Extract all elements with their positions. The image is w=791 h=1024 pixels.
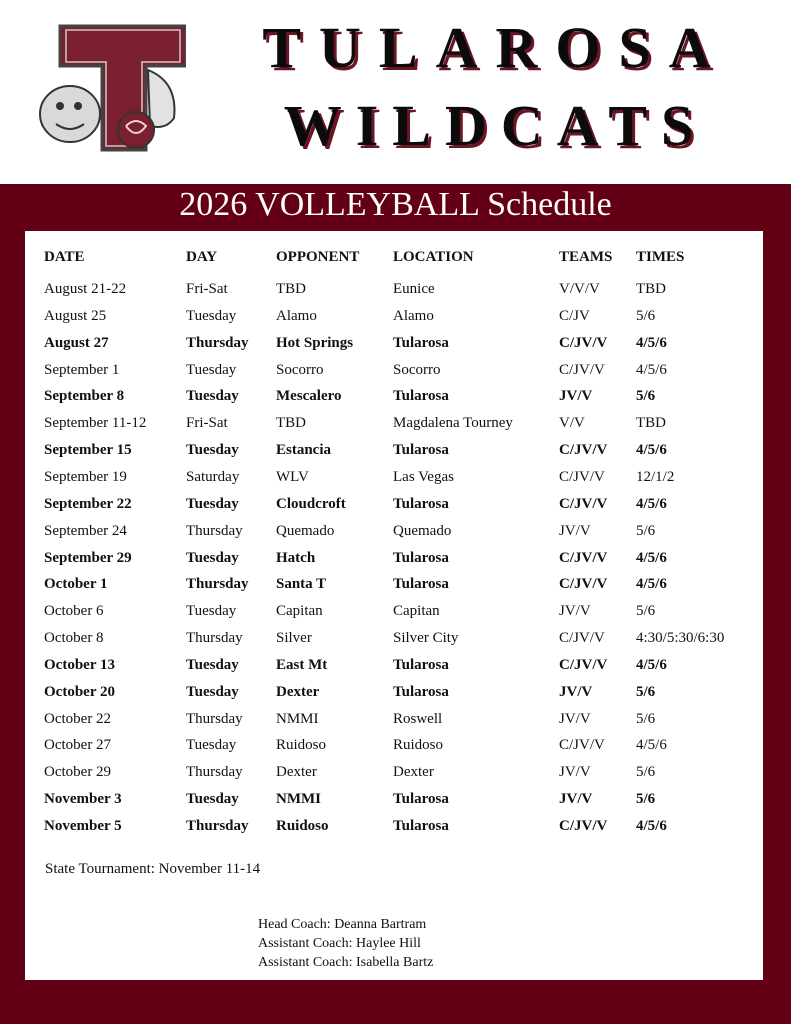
cell-teams: C/JV/V [559,361,605,378]
schedule-title: 2026 VOLLEYBALL Schedule [179,186,612,223]
cell-teams: V/V [559,415,585,432]
cell-day: Tuesday [186,683,239,700]
table-row [44,496,764,522]
cell-opponent: Santa T [276,576,327,593]
cell-times: TBD [636,415,666,432]
table-row [44,442,764,468]
cell-date: September 1 [44,361,120,378]
cell-day: Tuesday [186,656,239,673]
table-row [44,818,764,844]
cell-location: Tularosa [393,442,449,459]
cell-times: 4/5/6 [636,818,667,834]
cell-day: Tuesday [186,307,237,324]
cell-day: Thursday [186,630,243,647]
cell-day: Thursday [186,522,243,539]
cell-date: October 1 [44,576,108,593]
cell-opponent: Alamo [276,307,317,324]
cell-day: Tuesday [186,442,239,459]
column-header-opponent: OPPONENT [276,249,360,265]
cell-day: Saturday [186,468,240,485]
cell-teams: JV/V [559,603,591,620]
cell-teams: C/JV/V [559,576,608,593]
cell-opponent: TBD [276,281,306,297]
cell-teams: C/JV/V [559,630,605,647]
cell-times: 5/6 [636,764,656,781]
cell-opponent: Ruidoso [276,818,329,834]
cell-date: September 19 [44,468,127,485]
cell-teams: V/V/V [559,281,600,297]
table-row [44,281,764,307]
cell-location: Tularosa [393,549,449,566]
cell-times: 5/6 [636,603,656,620]
cell-date: September 8 [44,388,125,405]
cell-times: 4/5/6 [636,442,667,459]
cell-location: Roswell [393,710,443,727]
cell-day: Tuesday [186,388,239,405]
cell-date: September 15 [44,442,132,459]
cell-location: Tularosa [393,388,449,405]
table-row [44,737,764,763]
cell-day: Thursday [186,818,249,834]
table-row [44,603,764,629]
cell-opponent: NMMI [276,791,321,808]
state-tournament-note: State Tournament: November 11-14 [45,861,261,877]
cell-teams: C/JV [559,307,590,324]
cell-opponent: Capitan [276,603,323,620]
cell-date: October 8 [44,630,104,647]
cell-opponent: Dexter [276,683,320,700]
header-line-2: WILDCATS [283,93,708,158]
cell-opponent: East Mt [276,656,328,673]
cell-location: Tularosa [393,495,449,512]
cell-times: 4/5/6 [636,576,667,593]
cell-teams: C/JV/V [559,656,608,673]
assistant-coach-1: Assistant Coach: Haylee Hill [258,936,421,951]
cell-teams: JV/V [559,522,591,539]
assistant-coach-2: Assistant Coach: Isabella Bartz [258,955,434,970]
cell-location: Eunice [393,281,435,297]
table-row [44,469,764,495]
cell-times: 4/5/6 [636,737,667,754]
cell-location: Tularosa [393,656,449,673]
cell-location: Capitan [393,603,440,620]
cell-opponent: Estancia [276,442,332,459]
cell-times: TBD [636,281,666,297]
table-row [44,335,764,361]
wildcat-t-logo-icon [36,22,186,158]
cell-opponent: Quemado [276,522,335,539]
cell-times: 4/5/6 [636,361,667,378]
cell-date: October 29 [44,764,112,781]
table-header [44,249,764,275]
cell-location: Tularosa [393,334,449,351]
cell-teams: C/JV/V [559,468,605,485]
cell-teams: JV/V [559,710,591,727]
cell-date: November 5 [44,818,122,834]
cell-opponent: Hatch [276,549,316,566]
cell-day: Thursday [186,576,249,593]
cell-location: Tularosa [393,576,449,593]
cell-times: 5/6 [636,307,656,324]
cell-times: 5/6 [636,791,656,808]
cell-location: Alamo [393,307,434,324]
table-row [44,657,764,683]
cell-location: Tularosa [393,791,449,808]
cell-location: Tularosa [393,683,449,700]
cell-times: 4/5/6 [636,495,667,512]
cell-times: 4/5/6 [636,656,667,673]
cell-day: Fri-Sat [186,281,228,297]
cell-day: Fri-Sat [186,415,228,432]
cell-location: Silver City [393,630,459,647]
cell-opponent: Cloudcroft [276,495,346,512]
cell-date: August 21-22 [44,281,127,297]
table-row [44,791,764,817]
cell-opponent: Ruidoso [276,737,327,754]
cell-teams: C/JV/V [559,818,608,834]
cell-times: 12/1/2 [636,468,675,485]
cell-day: Tuesday [186,495,239,512]
cell-teams: JV/V [559,683,593,700]
column-header-location: LOCATION [393,249,474,265]
cell-date: October 13 [44,656,115,673]
cell-times: 4/5/6 [636,549,667,566]
table-row [44,630,764,656]
cell-date: October 27 [44,737,112,754]
coaches-list [258,915,433,972]
cell-times: 5/6 [636,388,656,405]
table-row [44,388,764,414]
cell-opponent: Silver [276,630,312,647]
table-row [44,523,764,549]
cell-teams: JV/V [559,791,593,808]
cell-location: Quemado [393,522,452,539]
cell-times: 4/5/6 [636,334,667,351]
cell-date: October 20 [44,683,115,700]
cell-location: Ruidoso [393,737,444,754]
cell-location: Dexter [393,764,434,781]
header-line-1: TULAROSA [262,15,729,80]
table-row [44,550,764,576]
cell-day: Thursday [186,710,243,727]
cell-times: 5/6 [636,683,656,700]
cell-teams: C/JV/V [559,495,608,512]
cell-date: September 29 [44,549,132,566]
cell-teams: C/JV/V [559,442,608,459]
cell-opponent: Hot Springs [276,334,354,351]
column-header-day: DAY [186,249,218,265]
cell-day: Tuesday [186,603,237,620]
column-header-times: TIMES [636,249,685,265]
cell-opponent: Mescalero [276,388,342,405]
cell-date: September 11-12 [44,415,147,432]
cell-date: November 3 [44,791,122,808]
cell-date: September 22 [44,495,132,512]
cell-opponent: WLV [276,468,309,485]
cell-teams: C/JV/V [559,334,608,351]
cell-day: Tuesday [186,737,237,754]
column-header-date: DATE [44,249,85,265]
cell-location: Las Vegas [393,468,454,485]
table-row [44,764,764,790]
cell-teams: C/JV/V [559,549,608,566]
cell-day: Thursday [186,764,243,781]
table-row [44,308,764,334]
table-row [44,362,764,388]
cell-location: Socorro [393,361,441,378]
cell-day: Tuesday [186,361,237,378]
cell-date: October 6 [44,603,104,620]
table-row [44,684,764,710]
table-row [44,576,764,602]
cell-date: September 24 [44,522,127,539]
table-row [44,711,764,737]
cell-opponent: TBD [276,415,306,432]
cell-day: Tuesday [186,791,239,808]
cell-times: 5/6 [636,710,656,727]
cell-opponent: Socorro [276,361,324,378]
cell-day: Tuesday [186,549,239,566]
table-row [44,415,764,441]
cell-teams: JV/V [559,388,593,405]
cell-location: Magdalena Tourney [393,415,513,432]
cell-location: Tularosa [393,818,449,834]
cell-times: 4:30/5:30/6:30 [636,630,725,647]
cell-date: October 22 [44,710,112,727]
cell-date: August 25 [44,307,107,324]
cell-opponent: Dexter [276,764,317,781]
cell-opponent: NMMI [276,710,319,727]
cell-teams: JV/V [559,764,591,781]
cell-times: 5/6 [636,522,656,539]
cell-teams: C/JV/V [559,737,605,754]
cell-day: Thursday [186,334,249,351]
cell-date: August 27 [44,334,109,351]
head-coach: Head Coach: Deanna Bartram [258,917,427,932]
column-header-teams: TEAMS [559,249,613,265]
